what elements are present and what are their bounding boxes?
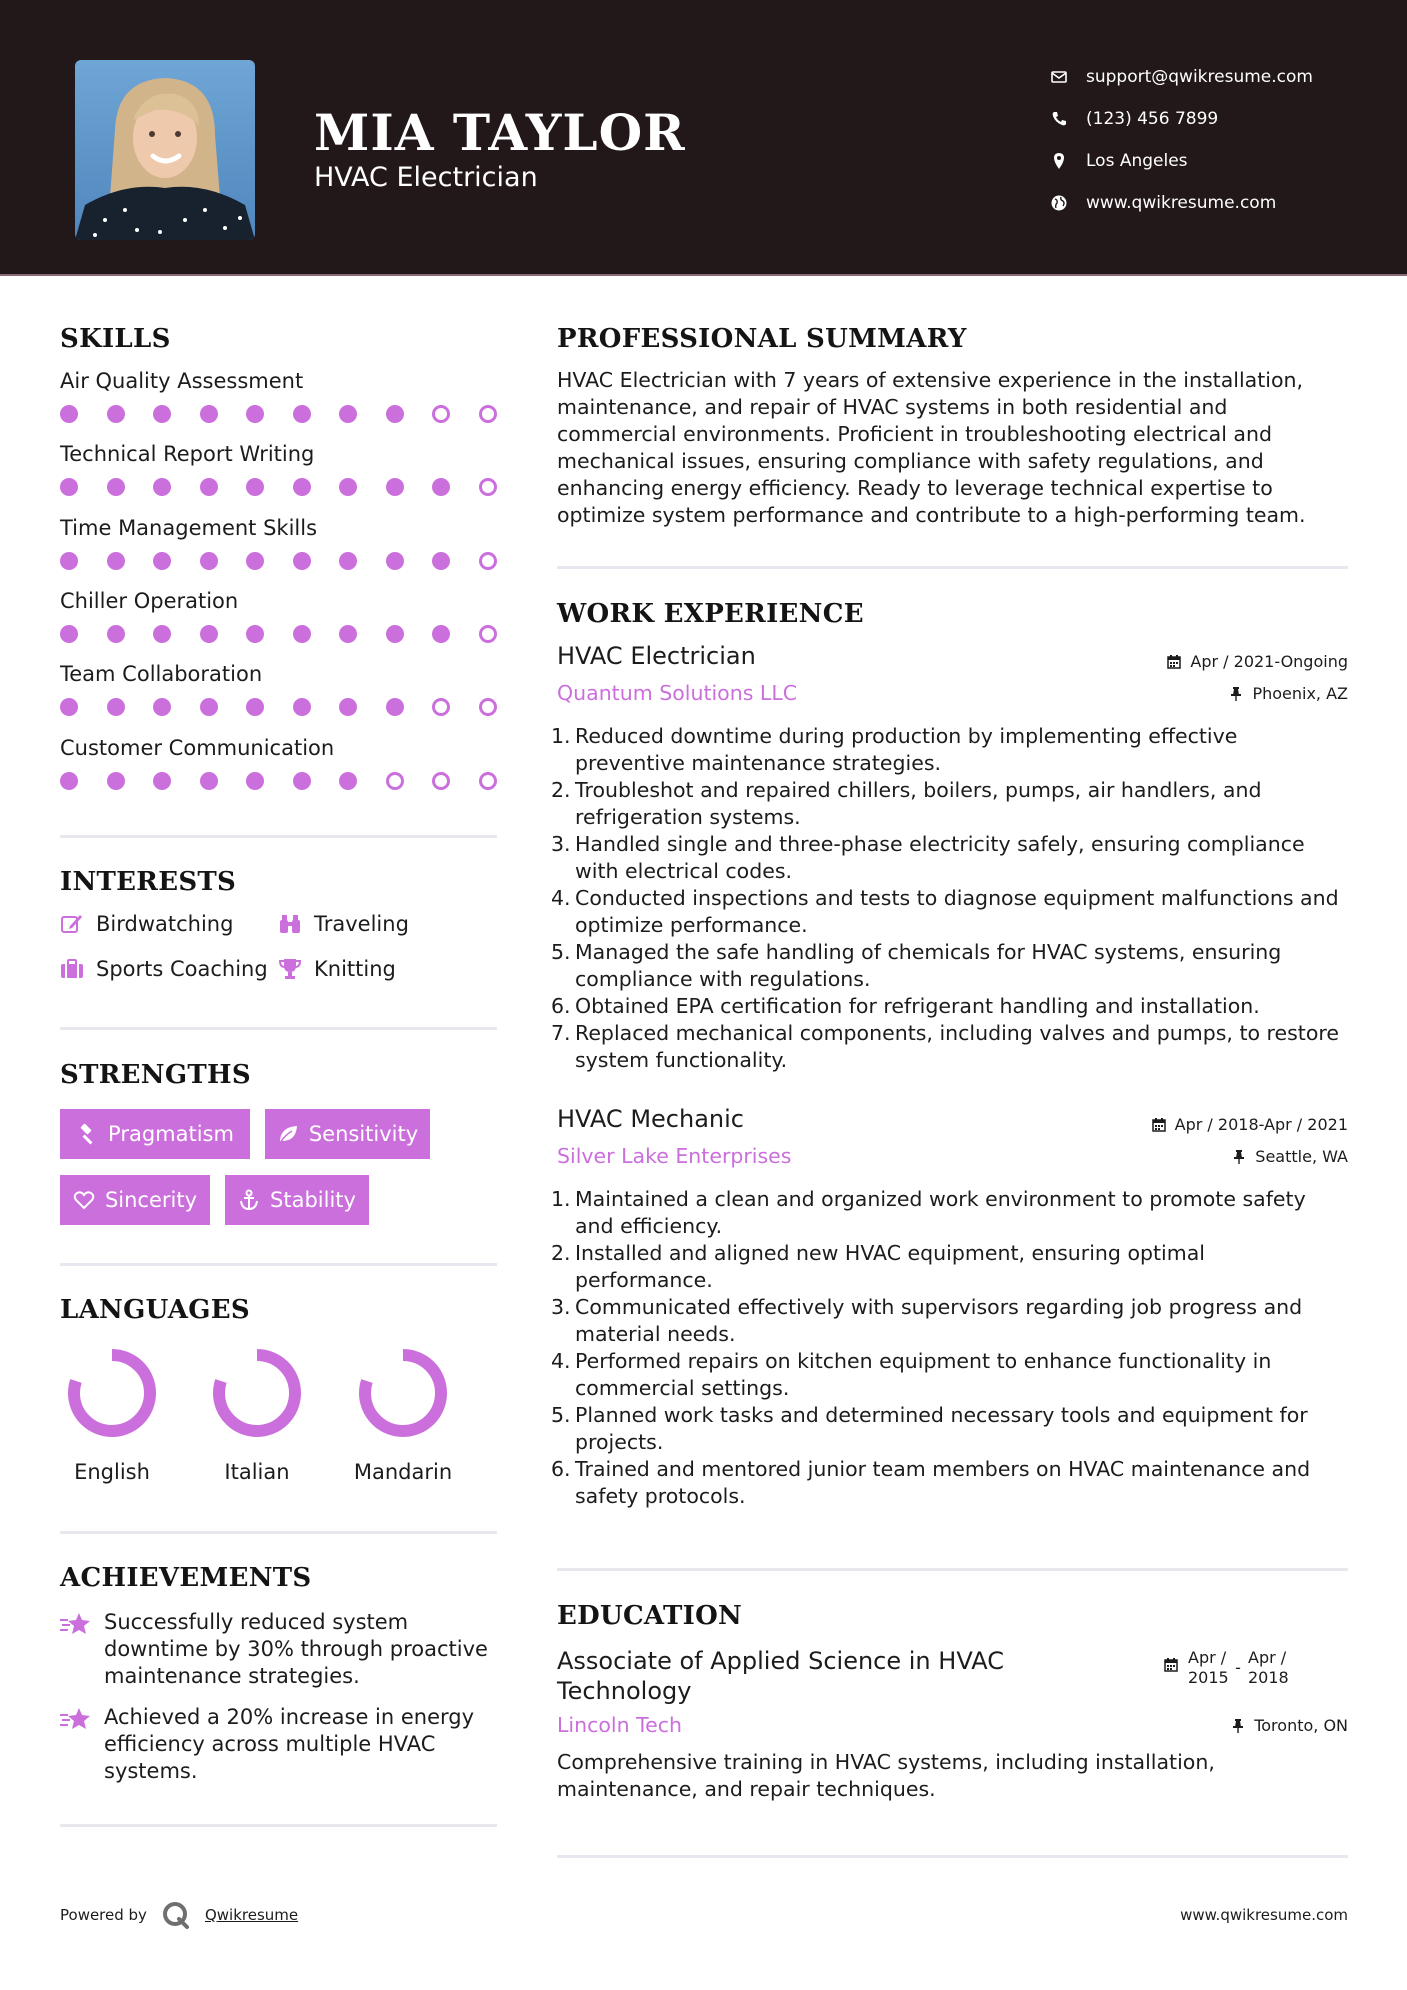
skill-rating-dots	[60, 772, 500, 792]
language-level-ring	[356, 1346, 450, 1440]
rating-dot-empty	[432, 405, 450, 423]
education-date-dash: -	[1235, 1658, 1241, 1677]
contact-website-text: www.qwikresume.com	[1086, 193, 1277, 213]
school-name: Lincoln Tech	[557, 1713, 683, 1737]
skills-heading: SKILLS	[60, 324, 171, 354]
rating-dot-filled	[432, 625, 450, 643]
education-description: Comprehensive training in HVAC systems, including installation, maintenance, and repair techniques.	[557, 1750, 1215, 1801]
skill-rating-dots	[60, 625, 500, 645]
phone-icon	[1050, 110, 1068, 128]
bullet-text: Reduced downtime during production by implementing effective preventive maintenance strategies.	[575, 724, 1238, 775]
section-divider	[60, 1531, 497, 1534]
rating-dot-filled	[293, 625, 311, 643]
skill-item	[60, 368, 500, 425]
globe-icon	[1050, 194, 1068, 212]
qwikresume-link[interactable]: Qwikresume	[204, 1906, 299, 1924]
bullet-number: 1.	[551, 1187, 571, 1211]
bullet-number: 7.	[551, 1021, 571, 1045]
rating-dot-empty	[479, 625, 497, 643]
job-location	[1232, 1147, 1348, 1166]
degree-title: Associate of Applied Science in HVAC Technology	[557, 1647, 1004, 1705]
job-bullet	[551, 1020, 1347, 1074]
bullet-text: Maintained a clean and organized work environment to promote safety and efficiency.	[575, 1187, 1306, 1238]
job-bullet	[551, 831, 1347, 885]
job-bullet	[551, 1456, 1347, 1510]
job-location-text: Seattle, WA	[1255, 1147, 1348, 1166]
interest-knitting	[278, 957, 396, 981]
contact-list	[1050, 56, 1380, 224]
rating-dot-filled	[153, 625, 171, 643]
bullet-text: Obtained EPA certification for refrigerant handling and installation.	[575, 994, 1260, 1018]
company-name: Quantum Solutions LLC	[557, 681, 798, 705]
languages-heading: LANGUAGES	[60, 1295, 250, 1325]
rating-dot-empty	[479, 405, 497, 423]
bullet-text: Managed the safe handling of chemicals for HVAC systems, ensuring compliance with regulations.	[575, 940, 1282, 991]
summary-heading: PROFESSIONAL SUMMARY	[557, 324, 967, 354]
job-bullet	[551, 723, 1347, 777]
job-title: HVAC Mechanic	[557, 1105, 744, 1133]
strengths-heading: STRENGTHS	[60, 1060, 251, 1090]
rating-dot-filled	[293, 698, 311, 716]
bullet-text: Communicated effectively with supervisors regarding job progress and material needs.	[575, 1295, 1303, 1346]
rating-dot-filled	[153, 405, 171, 423]
bullet-number: 4.	[551, 1349, 571, 1373]
bullet-number: 2.	[551, 778, 571, 802]
bullet-text: Troubleshot and repaired chillers, boilers, pumps, air handlers, and refrigeration systems.	[575, 778, 1262, 829]
language-level-arc	[219, 1355, 295, 1431]
strength-label: Pragmatism	[108, 1122, 234, 1146]
bullet-number: 3.	[551, 1295, 571, 1319]
strength-label: Sensitivity	[308, 1122, 419, 1146]
map-pin-icon	[1050, 152, 1068, 170]
rating-dot-filled	[246, 625, 264, 643]
skill-name: Air Quality Assessment	[60, 369, 304, 393]
rating-dot-filled	[339, 478, 357, 496]
job-location-text: Phoenix, AZ	[1252, 684, 1348, 703]
rating-dot-filled	[339, 772, 357, 790]
skill-item	[60, 661, 500, 718]
rating-dot-filled	[200, 405, 218, 423]
language-name: Italian	[224, 1460, 290, 1484]
skill-name: Team Collaboration	[60, 662, 263, 687]
job-dates	[1152, 1115, 1348, 1134]
job-bullet	[551, 885, 1347, 939]
bullet-text: Planned work tasks and determined necessary tools and equipment for projects.	[575, 1403, 1308, 1454]
contact-website[interactable]	[1050, 182, 1380, 224]
job-title: HVAC Electrician	[557, 642, 756, 670]
contact-location	[1050, 140, 1380, 182]
section-divider	[60, 1824, 497, 1827]
strength-tag-sensitivity	[265, 1109, 430, 1159]
footer-url[interactable]: www.qwikresume.com	[1180, 1906, 1348, 1924]
envelope-icon	[1050, 68, 1068, 86]
rating-dot-filled	[107, 698, 125, 716]
trophy-icon	[278, 957, 302, 981]
powered-by-text: Powered by	[60, 1906, 147, 1924]
bullet-text: Replaced mechanical components, including valves and pumps, to restore system functionality.	[575, 1021, 1339, 1072]
rating-dot-filled	[60, 772, 78, 790]
rating-dot-filled	[293, 772, 311, 790]
job-dates	[1167, 652, 1348, 671]
binoculars-icon	[278, 912, 302, 936]
language-item	[57, 1346, 167, 1484]
interest-birdwatching	[60, 912, 233, 936]
job-bullets	[551, 723, 1347, 1074]
skill-name: Time Management Skills	[60, 515, 318, 540]
rating-dot-filled	[200, 552, 218, 570]
rating-dot-filled	[107, 405, 125, 423]
skill-item	[60, 515, 500, 572]
rating-dot-filled	[246, 552, 264, 570]
bullet-number: 4.	[551, 886, 571, 910]
bullet-text: Performed repairs on kitchen equipment to enhance functionality in commercial settings.	[575, 1349, 1272, 1400]
rating-dot-empty	[386, 772, 404, 790]
interest-sports-coaching	[60, 957, 268, 981]
job-location	[1229, 684, 1348, 703]
job-bullet	[551, 777, 1347, 831]
rating-dot-filled	[153, 772, 171, 790]
rating-dot-filled	[107, 552, 125, 570]
rating-dot-filled	[246, 478, 264, 496]
shooting-star-icon	[60, 1706, 92, 1732]
education-end-month: Apr /	[1248, 1648, 1287, 1667]
section-divider	[557, 566, 1348, 569]
education-location	[1231, 1716, 1348, 1735]
job-dates-text: Apr / 2021-Ongoing	[1190, 652, 1348, 671]
education-dates	[1164, 1648, 1290, 1688]
section-divider	[557, 1855, 1348, 1858]
interest-label: Sports Coaching	[96, 957, 268, 981]
profile-photo	[75, 60, 255, 240]
language-level-arc	[365, 1355, 441, 1431]
job-bullet	[551, 1294, 1347, 1348]
interest-label: Birdwatching	[96, 912, 234, 936]
company-name: Silver Lake Enterprises	[557, 1144, 792, 1168]
pencil-square-icon	[60, 912, 84, 936]
rating-dot-filled	[293, 405, 311, 423]
skill-item	[60, 735, 500, 792]
skill-name: Technical Report Writing	[60, 442, 315, 467]
bullet-text: Trained and mentored junior team members on HVAC maintenance and safety protocols.	[575, 1457, 1311, 1508]
rating-dot-filled	[432, 552, 450, 570]
skill-rating-dots	[60, 478, 500, 498]
language-level-arc	[74, 1355, 150, 1431]
job-bullets	[551, 1186, 1347, 1510]
bullet-text: Conducted inspections and tests to diagnose equipment malfunctions and optimize performance.	[575, 886, 1339, 937]
summary-text: HVAC Electrician with 7 years of extensive experience in the installation, maintenance, and repair of HVAC systems in both residential and commercial environments. Proficient in troubleshooting electrical and mechanical issues, ensuring compliance with safety regulations, and enhancing energy efficiency. Ready to leverage technical expertise to optimize system performance and contribute to a high-performing team.	[557, 368, 1306, 527]
rating-dot-filled	[339, 698, 357, 716]
bullet-number: 5.	[551, 1403, 571, 1427]
job-bullet	[551, 1348, 1347, 1402]
leaf-icon	[277, 1123, 299, 1145]
rating-dot-filled	[200, 698, 218, 716]
rating-dot-filled	[246, 698, 264, 716]
bullet-number: 6.	[551, 1457, 571, 1481]
section-divider	[60, 835, 497, 838]
achievement-item	[60, 1704, 500, 1785]
rating-dot-filled	[246, 405, 264, 423]
skill-name: Customer Communication	[60, 735, 335, 760]
achievement-item	[60, 1609, 500, 1690]
rating-dot-empty	[479, 552, 497, 570]
rating-dot-filled	[107, 772, 125, 790]
rating-dot-filled	[200, 772, 218, 790]
language-name: Mandarin	[353, 1460, 453, 1484]
interest-label: Traveling	[314, 912, 409, 936]
rating-dot-filled	[60, 552, 78, 570]
skill-rating-dots	[60, 552, 500, 572]
language-name: English	[74, 1460, 150, 1484]
rating-dot-filled	[153, 478, 171, 496]
job-bullet	[551, 1240, 1347, 1294]
rating-dot-filled	[386, 552, 404, 570]
strength-label: Stability	[270, 1188, 356, 1212]
strength-label: Sincerity	[104, 1188, 198, 1212]
rating-dot-filled	[339, 552, 357, 570]
resume-header	[0, 0, 1407, 276]
rating-dot-filled	[293, 552, 311, 570]
language-level-ring	[65, 1346, 159, 1440]
rating-dot-filled	[200, 625, 218, 643]
rating-dot-filled	[386, 625, 404, 643]
rating-dot-empty	[432, 772, 450, 790]
job-bullet	[551, 1402, 1347, 1456]
briefcase-icon	[60, 957, 84, 981]
language-item	[202, 1346, 312, 1484]
bullet-number: 5.	[551, 940, 571, 964]
language-level-ring	[210, 1346, 304, 1440]
education-end-year: 2018	[1248, 1668, 1289, 1687]
skill-rating-dots	[60, 405, 500, 425]
section-divider	[60, 1263, 497, 1266]
rating-dot-empty	[432, 698, 450, 716]
bullet-number: 3.	[551, 832, 571, 856]
contact-phone[interactable]	[1050, 98, 1380, 140]
rating-dot-filled	[386, 698, 404, 716]
rating-dot-filled	[386, 478, 404, 496]
rating-dot-filled	[339, 405, 357, 423]
education-start	[1188, 1648, 1228, 1688]
rating-dot-filled	[153, 698, 171, 716]
interest-label: Knitting	[314, 957, 396, 981]
interest-traveling	[278, 912, 409, 936]
job-dates-text: Apr / 2018-Apr / 2021	[1174, 1115, 1348, 1134]
language-item	[348, 1346, 458, 1484]
rating-dot-filled	[60, 405, 78, 423]
contact-email[interactable]	[1050, 56, 1380, 98]
rating-dot-filled	[386, 405, 404, 423]
rating-dot-empty	[479, 478, 497, 496]
header-divider	[0, 274, 1407, 276]
education-start-year: 2015	[1188, 1668, 1229, 1687]
candidate-name: MIA TAYLOR	[314, 103, 686, 162]
rating-dot-filled	[60, 698, 78, 716]
rating-dot-filled	[60, 625, 78, 643]
job-bullet	[551, 939, 1347, 993]
calendar-icon	[1167, 655, 1181, 669]
rating-dot-filled	[293, 478, 311, 496]
rating-dot-filled	[107, 478, 125, 496]
bullet-number: 1.	[551, 724, 571, 748]
skill-rating-dots	[60, 698, 500, 718]
rating-dot-filled	[432, 478, 450, 496]
qwikresume-logo-icon	[161, 1900, 191, 1930]
section-divider	[557, 1568, 1348, 1571]
rating-dot-filled	[107, 625, 125, 643]
heart-icon	[73, 1189, 95, 1211]
rating-dot-filled	[153, 552, 171, 570]
skill-item	[60, 588, 500, 645]
footer-powered-by	[60, 1900, 298, 1930]
pushpin-icon	[1232, 1150, 1246, 1164]
strength-tag-sincerity	[60, 1175, 210, 1225]
rating-dot-filled	[246, 772, 264, 790]
section-divider	[60, 1027, 497, 1030]
skill-item	[60, 441, 500, 498]
education-heading: EDUCATION	[557, 1601, 743, 1631]
interests-heading: INTERESTS	[60, 867, 237, 897]
rating-dot-empty	[479, 698, 497, 716]
pushpin-icon	[1229, 687, 1243, 701]
bullet-number: 6.	[551, 994, 571, 1018]
shooting-star-icon	[60, 1611, 92, 1637]
contact-location-text: Los Angeles	[1086, 151, 1188, 171]
skill-name: Chiller Operation	[60, 588, 239, 613]
bullet-text: Handled single and three-phase electricity safely, ensuring compliance with electrical codes.	[575, 832, 1305, 883]
calendar-icon	[1164, 1658, 1178, 1672]
rating-dot-filled	[200, 478, 218, 496]
candidate-role: HVAC Electrician	[314, 162, 538, 193]
rating-dot-filled	[339, 625, 357, 643]
calendar-icon	[1152, 1118, 1166, 1132]
education-end	[1248, 1648, 1290, 1688]
experience-heading: WORK EXPERIENCE	[557, 599, 864, 629]
education-start-month: Apr /	[1188, 1648, 1227, 1667]
gavel-icon	[76, 1123, 98, 1145]
achievements-heading: ACHIEVEMENTS	[60, 1563, 312, 1593]
contact-phone-text: (123) 456 7899	[1086, 109, 1219, 129]
strength-tag-stability	[225, 1175, 369, 1225]
strength-tag-pragmatism	[60, 1109, 250, 1159]
job-bullet	[551, 1186, 1347, 1240]
anchor-icon	[238, 1189, 260, 1211]
education-location-text: Toronto, ON	[1254, 1716, 1348, 1735]
bullet-text: Installed and aligned new HVAC equipment, ensuring optimal performance.	[575, 1241, 1205, 1292]
rating-dot-filled	[60, 478, 78, 496]
pushpin-icon	[1231, 1719, 1245, 1733]
rating-dot-empty	[479, 772, 497, 790]
job-bullet	[551, 993, 1347, 1020]
achievement-text: Achieved a 20% increase in energy efficiency across multiple HVAC systems.	[104, 1705, 475, 1783]
bullet-number: 2.	[551, 1241, 571, 1265]
achievement-text: Successfully reduced system downtime by 30% through proactive maintenance strategies.	[104, 1610, 488, 1688]
contact-email-text: support@qwikresume.com	[1086, 67, 1313, 87]
